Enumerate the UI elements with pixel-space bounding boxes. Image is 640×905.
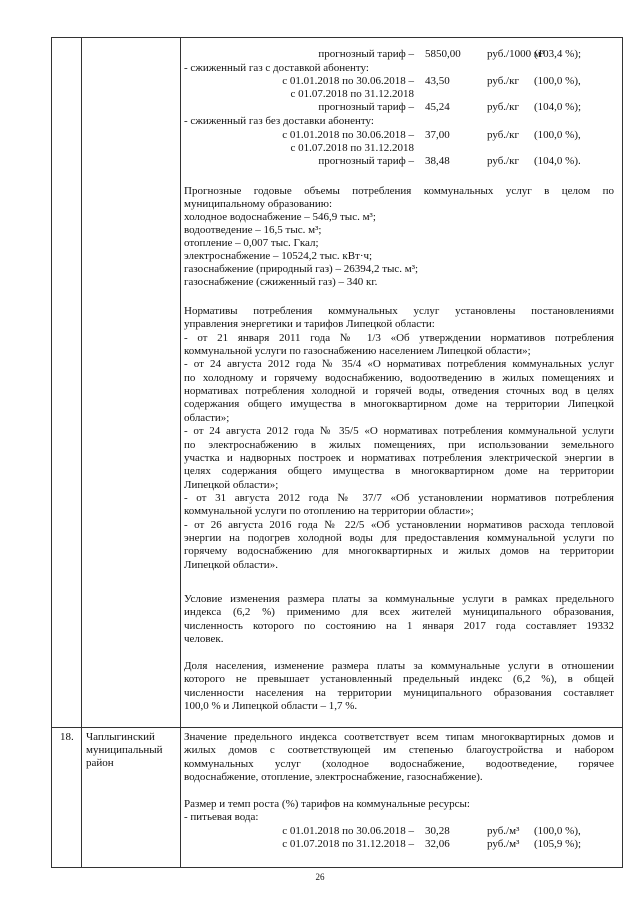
lpg-delivery-rate-label: прогнозный тариф – xyxy=(318,101,414,113)
norms-line: области»; xyxy=(184,411,230,424)
forecast-tariff-natural-gas-pct: (103,4 %); xyxy=(534,48,582,60)
district-name-line: муниципальный xyxy=(86,744,163,756)
column-divider-number xyxy=(81,38,82,867)
row-divider xyxy=(52,727,622,728)
lpg-delivery-rate-unit: руб./кг xyxy=(487,101,519,113)
lpg-delivery-rate-value: 45,24 xyxy=(425,101,450,113)
lpg-nodelivery-rate-label: с 01.07.2018 по 31.12.2018 xyxy=(290,142,414,154)
volumes-intro-line: муниципальному образованию: xyxy=(184,198,333,210)
population-share-line: которого не превышает установленный предельный индекс (6,2 %), в общей xyxy=(184,673,614,686)
norms-line: коммунальной услуги по газоснабжению населением Липецкой области»; xyxy=(184,345,531,358)
lpg-delivery-rate-label: с 01.07.2018 по 31.12.2018 xyxy=(290,88,414,100)
norms-line: по холодному и горячему водоснабжению, водоотведению в жилых помещениях и xyxy=(184,371,614,384)
condition-line: численность которого по состоянию на 1 января 2017 года составляет 19332 xyxy=(184,619,614,632)
population-share-line: численности населения на территории муниципального образования составляет xyxy=(184,686,614,699)
forecast-tariff-natural-gas-value: 5850,00 xyxy=(425,48,461,60)
condition-line: индекса (6,2 %) применимо для всех жителей муниципального образования, xyxy=(184,606,614,619)
condition-line: человек. xyxy=(184,632,224,645)
water-rate-pct: (105,9 %); xyxy=(534,838,582,850)
water-rate-label: с 01.07.2018 по 31.12.2018 – xyxy=(282,838,414,850)
lpg-nodelivery-rate-unit: руб./кг xyxy=(487,155,519,167)
lpg-nodelivery-rate-pct: (104,0 %). xyxy=(534,155,581,167)
district-name-line: Чаплыгинский xyxy=(86,731,155,743)
water-rate-label: с 01.01.2018 по 30.06.2018 – xyxy=(282,825,414,837)
page-number: 26 xyxy=(315,872,325,882)
lpg-nodelivery-rate-label: с 01.01.2018 по 30.06.2018 – xyxy=(282,129,414,141)
population-share-line: 100,0 % и Липецкой области – 1,7 %. xyxy=(184,699,358,712)
norms-line: - от 31 августа 2012 года № 37/7 «Об установлении нормативов потребления xyxy=(184,491,614,504)
volume-item: отопление – 0,007 тыс. Гкал; xyxy=(184,237,319,249)
norms-line: - от 24 августа 2012 года № 35/4 «О нормативах потребления коммунальных услуг xyxy=(184,358,614,371)
volume-item: холодное водоснабжение – 546,9 тыс. м³; xyxy=(184,211,376,223)
water-rate-pct: (100,0 %), xyxy=(534,825,581,837)
lpg-delivery-rate-pct: (104,0 %); xyxy=(534,101,582,113)
population-share-line: Доля населения, изменение размера платы за коммунальные услуги в отношении xyxy=(184,660,614,672)
norms-line: - от 21 января 2011 года № 1/3 «Об утверждении нормативов потребления xyxy=(184,331,614,344)
norms-line: содержания общего имущества в многоквартирном доме на территории Липецкой xyxy=(184,398,614,411)
norms-line: Липецкой области». xyxy=(184,558,278,571)
lpg-delivery-rate-label: с 01.01.2018 по 30.06.2018 – xyxy=(282,75,414,87)
norms-line: нормативах потребления холодной и горячей воды, отведения сточных вод в целях xyxy=(184,385,614,398)
lpg-delivery-rate-unit: руб./кг xyxy=(487,75,519,87)
index-description-line: Значение предельного индекса соответствует всем типам многоквартирных домов и xyxy=(184,731,614,743)
lpg-nodelivery-rate-pct: (100,0 %), xyxy=(534,129,581,141)
norms-line: участка и надворных построек и нормативах потребления электрической энергии в xyxy=(184,451,614,464)
lpg-nodelivery-rate-label: прогнозный тариф – xyxy=(318,155,414,167)
lpg-delivery-rate-value: 43,50 xyxy=(425,75,450,87)
water-rate-unit: руб./м³ xyxy=(487,838,520,850)
lpg-nodelivery-header: - сжиженный газ без доставки абоненту: xyxy=(184,115,374,127)
forecast-tariff-natural-gas-unit: руб./1000 м³ xyxy=(487,48,545,60)
norms-line: горячему водоснабжению для многоквартирных и жилых домов на территории xyxy=(184,545,614,558)
index-description-line: коммунальных услуг (холодное водоснабжение, водоотведение, горячее xyxy=(184,757,614,770)
water-rate-value: 32,06 xyxy=(425,838,450,850)
water-rate-unit: руб./м³ xyxy=(487,825,520,837)
rates-header: Размер и темп роста (%) тарифов на коммунальные ресурсы: xyxy=(184,798,470,810)
volume-item: газоснабжение (природный газ) – 26394,2 тыс. м³; xyxy=(184,263,419,275)
norms-line: Липецкой области»; xyxy=(184,478,279,491)
norms-line: целях содержания общего имущества в многоквартирном доме на территории xyxy=(184,465,614,478)
water-rate-value: 30,28 xyxy=(425,825,450,837)
lpg-nodelivery-rate-value: 37,00 xyxy=(425,129,450,141)
lpg-nodelivery-rate-unit: руб./кг xyxy=(487,129,519,141)
norms-line: по электроснабжению в жилых помещениях, при использовании земельного xyxy=(184,438,614,451)
index-description-line: жилых домов с соответствующей им степенью благоустройства и набором xyxy=(184,744,614,757)
norms-line: энергии на подогрев холодной воды для предоставления коммунальной услуги по xyxy=(184,531,614,544)
norms-line: Нормативы потребления коммунальных услуг установлены постановлениями xyxy=(184,305,614,317)
district-name-line: район xyxy=(86,757,114,769)
water-header: - питьевая вода: xyxy=(184,811,259,823)
norms-line: управления энергетики и тарифов Липецкой области: xyxy=(184,318,435,331)
norms-line: - от 24 августа 2012 года № 35/5 «О нормативах потребления коммунальной услуги xyxy=(184,425,614,438)
row-number: 18. xyxy=(60,731,74,743)
lpg-nodelivery-rate-value: 38,48 xyxy=(425,155,450,167)
volumes-intro-line: Прогнозные годовые объемы потребления коммунальных услуг в целом по xyxy=(184,185,614,197)
column-divider-district xyxy=(180,38,181,867)
lpg-delivery-rate-pct: (100,0 %), xyxy=(534,75,581,87)
volume-item: водоотведение – 16,5 тыс. м³; xyxy=(184,224,322,236)
norms-line: коммунальной услуги по отоплению на территории области»; xyxy=(184,505,474,518)
forecast-tariff-natural-gas-label: прогнозный тариф – xyxy=(318,48,414,60)
volume-item: газоснабжение (сжиженный газ) – 340 кг. xyxy=(184,276,378,288)
norms-line: - от 26 августа 2016 года № 22/5 «Об установлении нормативов расхода тепловой xyxy=(184,518,614,531)
condition-line: Условие изменения размера платы за коммунальные услуги в рамках предельного xyxy=(184,593,614,605)
volume-item: электроснабжение – 10524,2 тыс. кВт·ч; xyxy=(184,250,373,262)
lpg-delivery-header: - сжиженный газ с доставкой абоненту: xyxy=(184,62,369,74)
index-description-line: водоснабжение, отопление, электроснабжение, газоснабжение). xyxy=(184,770,483,783)
